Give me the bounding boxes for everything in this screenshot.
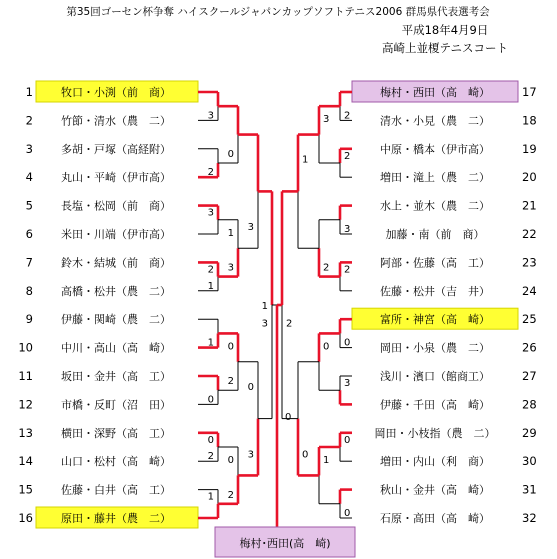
seed-number: 25 <box>522 312 537 327</box>
set-score: 2 <box>207 264 214 276</box>
player-pair: 多胡・戸塚（高経附） <box>61 142 171 156</box>
seed-number: 17 <box>522 85 537 99</box>
set-score: 2 <box>207 451 214 463</box>
set-score: 0 <box>344 434 351 446</box>
seed-number: 23 <box>522 255 537 270</box>
set-score: 0 <box>227 341 234 353</box>
seed-number: 20 <box>522 170 537 185</box>
set-score: 2 <box>344 150 351 162</box>
set-score: 1 <box>227 227 234 239</box>
set-score: 2 <box>286 318 293 330</box>
set-score: 0 <box>247 381 254 393</box>
player-pair: 加藤・南（前 商） <box>385 228 485 241</box>
seed-number: 1 <box>25 85 33 99</box>
player-pair: 富所・神宮（高 崎） <box>380 313 490 327</box>
player-pair: 中原・橋本（伊市高） <box>380 142 490 156</box>
player-pair: 浅川・濱口（館商工） <box>380 370 490 383</box>
set-score: 3 <box>207 207 214 219</box>
seed-number: 10 <box>18 340 33 355</box>
player-pair: 梅村・西田（高 崎） <box>380 86 490 99</box>
set-score: 3 <box>261 318 268 330</box>
set-score: 2 <box>344 110 351 122</box>
player-pair: 市橋・反町（沼 田） <box>61 398 171 412</box>
player-pair: 岡田・小泉（農 二） <box>380 341 490 355</box>
player-pair: 秋山・金井（高 崎） <box>380 483 490 497</box>
seed-number: 11 <box>18 369 33 383</box>
seed-number: 30 <box>522 454 537 469</box>
set-score: 3 <box>247 222 254 234</box>
player-pair: 伊藤・千田（高 崎） <box>380 398 490 412</box>
player-pair: 阿部・佐藤（高 工） <box>380 256 490 270</box>
player-pair: 長塩・松岡（前 商） <box>61 199 171 213</box>
seed-number: 29 <box>522 425 537 440</box>
seed-number: 13 <box>18 425 33 440</box>
set-score: 3 <box>207 110 214 122</box>
seed-number: 12 <box>18 397 33 412</box>
set-score: 3 <box>247 449 254 461</box>
seed-number: 5 <box>25 198 33 213</box>
seed-number: 14 <box>18 454 33 469</box>
player-pair: 原田・藤井（農 二） <box>61 512 171 525</box>
player-pair: 佐藤・松井（吉 井） <box>380 284 490 298</box>
set-score: 0 <box>285 412 292 423</box>
seed-number: 27 <box>522 369 537 383</box>
seed-number: 18 <box>522 113 537 128</box>
player-pair: 米田・川端（伊市高） <box>61 228 171 241</box>
set-score: 0 <box>323 341 330 353</box>
set-score: 3 <box>323 114 330 126</box>
player-pair: 清水・小見（農 二） <box>380 114 490 128</box>
champion-name: 梅村･西田(高 崎) <box>239 537 331 550</box>
player-pair: 伊藤・関崎（農 二） <box>61 313 171 327</box>
player-pair: 丸山・平崎（伊市高） <box>61 171 171 185</box>
seed-number: 22 <box>522 227 537 241</box>
seed-number: 21 <box>522 198 537 213</box>
seed-number: 9 <box>25 312 33 327</box>
tournament-date: 平成18年4月9日 <box>401 23 489 37</box>
set-score: 3 <box>344 378 351 389</box>
seed-number: 28 <box>522 397 537 412</box>
set-score: 0 <box>302 449 309 461</box>
player-pair: 山口・松村（高 崎） <box>61 455 171 469</box>
seed-number: 6 <box>25 227 33 241</box>
seed-number: 19 <box>522 141 537 156</box>
player-pair: 佐藤・白井（高 工） <box>61 483 171 497</box>
seed-number: 2 <box>25 113 33 128</box>
set-score: 1 <box>323 455 330 466</box>
set-score: 2 <box>227 376 234 388</box>
set-score: 0 <box>227 149 234 160</box>
player-pair: 竹節・清水（農 二） <box>61 114 171 128</box>
seed-number: 15 <box>18 482 33 497</box>
player-pair: 岡田・小枝指（農 二） <box>374 426 496 440</box>
set-score: 0 <box>207 434 214 446</box>
set-score: 2 <box>344 264 351 276</box>
seed-number: 24 <box>522 283 537 298</box>
seed-number: 31 <box>522 482 537 497</box>
seed-number: 4 <box>25 170 33 185</box>
set-score: 1 <box>207 280 214 292</box>
player-pair: 坂田・金井（高 工） <box>61 370 171 383</box>
tournament-venue: 高崎上並榎テニスコート <box>381 41 509 55</box>
player-pair: 水上・並木（農 二） <box>380 199 490 213</box>
player-pair: 増田・滝上（農 二） <box>380 171 490 185</box>
set-score: 0 <box>227 455 234 466</box>
tournament-title: 第35回ゴーセン杯争奪 ハイスクールジャパンカップソフトテニス2006 群馬県代表選考会 <box>66 6 490 18</box>
set-score: 3 <box>227 262 234 274</box>
set-score: 0 <box>207 394 214 406</box>
player-pair: 横田・深野（高 工） <box>61 426 171 440</box>
seed-number: 3 <box>25 141 33 156</box>
player-pair: 牧口・小渕（前 商） <box>61 86 171 99</box>
seed-number: 8 <box>25 283 33 298</box>
set-score: 1 <box>207 337 214 349</box>
seed-number: 16 <box>18 511 33 525</box>
set-score: 1 <box>207 491 214 503</box>
seed-number: 7 <box>25 255 33 270</box>
player-pair: 中川・高山（高 崎） <box>61 341 171 355</box>
player-pair: 鈴木・結城（前 商） <box>61 256 171 270</box>
set-score: 1 <box>302 154 309 166</box>
seed-number: 26 <box>522 340 537 355</box>
set-score: 2 <box>207 167 214 179</box>
player-pair: 増田・内山（利 商） <box>380 455 490 469</box>
player-pair: 石原・高田（高 崎） <box>380 512 490 525</box>
set-score: 3 <box>344 224 351 235</box>
set-score: 2 <box>227 489 234 501</box>
set-score: 0 <box>344 508 351 519</box>
set-score: 1 <box>261 301 268 312</box>
set-score: 2 <box>323 262 330 274</box>
set-score: 0 <box>344 337 351 349</box>
seed-number: 32 <box>522 511 537 525</box>
player-pair: 高橋・松井（農 二） <box>61 284 171 298</box>
